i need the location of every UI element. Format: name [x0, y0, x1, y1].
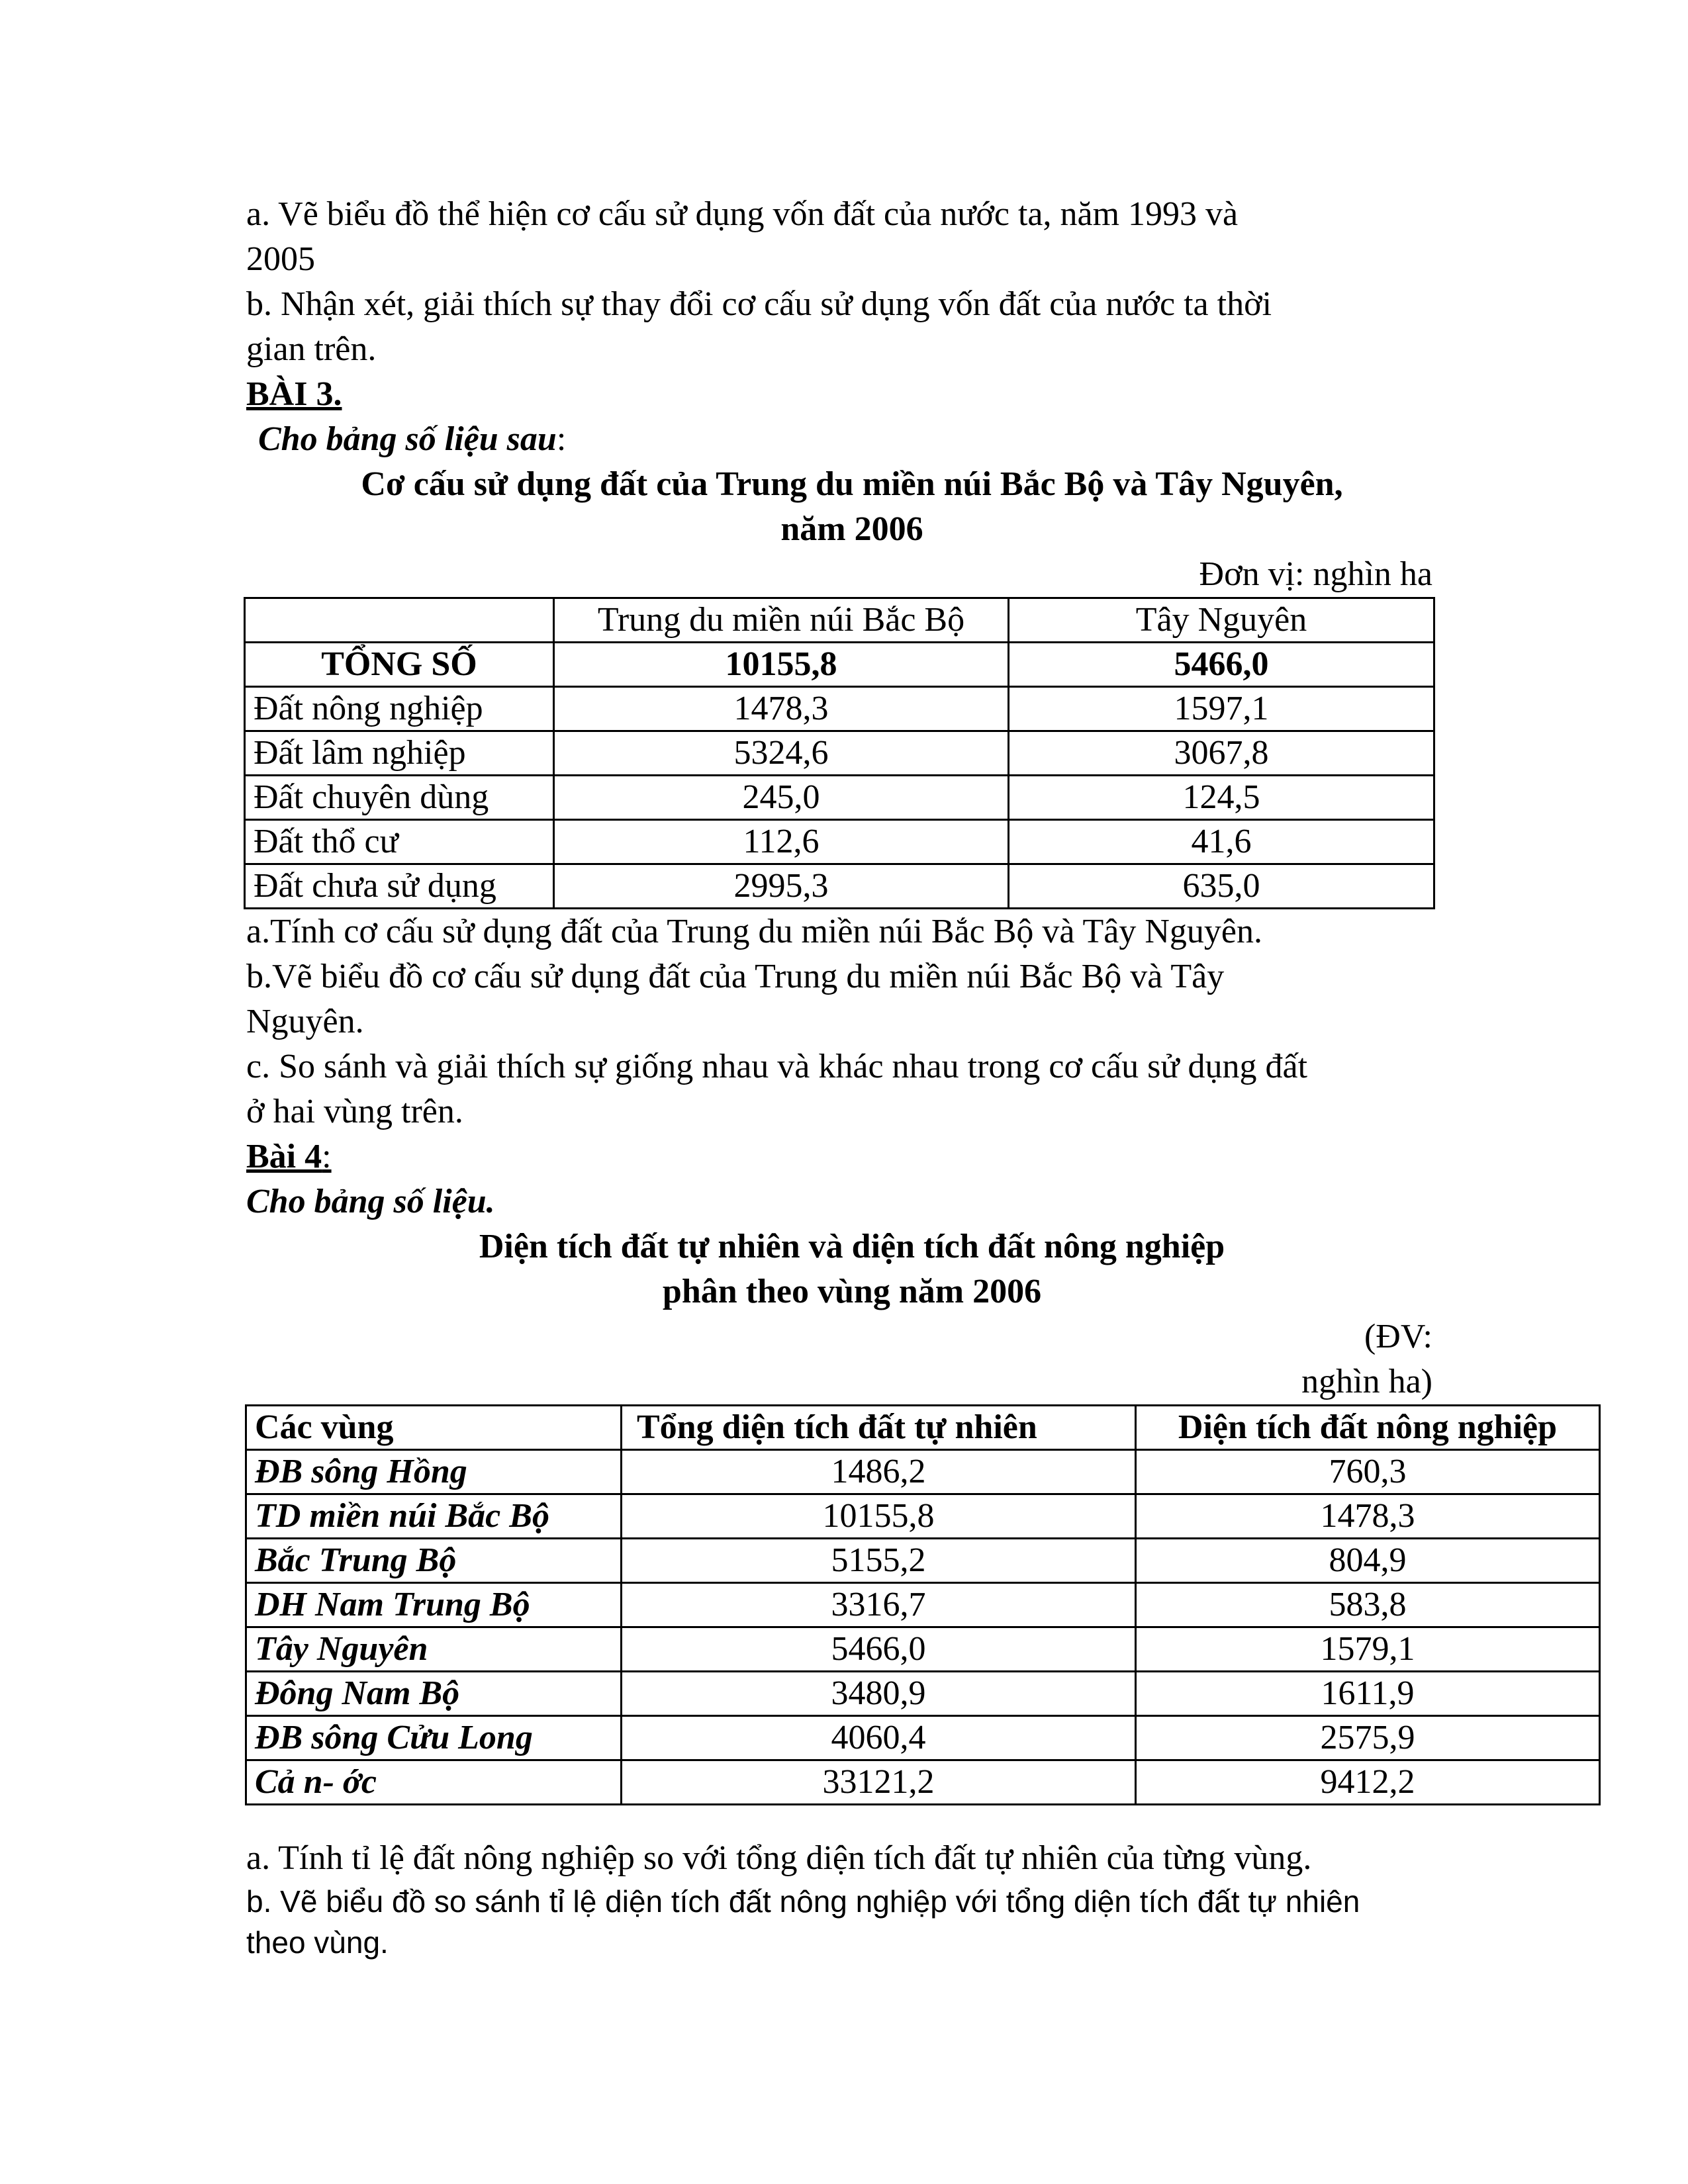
natural-area-value: 1486,2	[622, 1450, 1136, 1494]
table-header-row	[245, 598, 1434, 643]
table-row	[245, 820, 1434, 864]
natural-area-value: 5155,2	[622, 1539, 1136, 1583]
intro-question-b-line1: b. Nhận xét, giải thích sự thay đổi cơ cấu sử dụng vốn đất của nước ta thời	[246, 285, 1272, 323]
agri-area-value: 9412,2	[1136, 1760, 1600, 1805]
region-name: Tây Nguyên	[246, 1627, 622, 1672]
agri-area-value: 1579,1	[1136, 1627, 1600, 1672]
bai4-regions-table	[245, 1404, 1601, 1805]
table-row	[246, 1672, 1600, 1716]
row-label: Đất nông nghiệp	[245, 687, 554, 731]
spacer	[246, 1805, 1458, 1836]
bai3-question-c-line1: c. So sánh và giải thích sự giống nhau và khác nhau trong cơ cấu sử dụng đất	[246, 1048, 1308, 1085]
region-name: Bắc Trung Bộ	[246, 1539, 622, 1583]
header-cell: Tây Nguyên	[1009, 598, 1434, 643]
intro-question-b-line2: gian trên.	[246, 330, 377, 368]
total-value: 5466,0	[1009, 643, 1434, 687]
region-name: Đông Nam Bộ	[246, 1672, 622, 1716]
bai3-question-b-line1: b.Vẽ biểu đồ cơ cấu sử dụng đất của Trung du miền núi Bắc Bộ và Tây	[246, 958, 1225, 995]
agri-area-value: 2575,9	[1136, 1716, 1600, 1760]
natural-area-value: 33121,2	[622, 1760, 1136, 1805]
bai4-given: Cho bảng số liệu.	[246, 1183, 495, 1220]
bai3-given	[246, 417, 1458, 462]
table-row	[246, 1450, 1600, 1494]
agri-area-value: 1611,9	[1136, 1672, 1600, 1716]
bai3-title-line2: năm 2006	[780, 510, 923, 548]
table-row	[245, 687, 1434, 731]
table-row	[245, 731, 1434, 776]
row-value: 112,6	[554, 820, 1009, 864]
row-value: 41,6	[1009, 820, 1434, 864]
bai3-title-line1: Cơ cấu sử dụng đất của Trung du miền núi Bắc Bộ và Tây Nguyên,	[361, 465, 1343, 503]
bai4-question-a: a. Tính tỉ lệ đất nông nghiệp so với tổng diện tích đất tự nhiên của từng vùng.	[246, 1839, 1312, 1877]
row-value: 5324,6	[554, 731, 1009, 776]
table-row	[246, 1583, 1600, 1627]
region-name: ĐB sông Cửu Long	[246, 1716, 622, 1760]
region-name: Cả n- ớc	[246, 1760, 622, 1805]
row-value: 245,0	[554, 776, 1009, 820]
row-value: 2995,3	[554, 864, 1009, 909]
bai3-unit: Đơn vị: nghìn ha	[1199, 555, 1432, 593]
agri-area-value: 583,8	[1136, 1583, 1600, 1627]
table-total-row	[245, 643, 1434, 687]
table-row	[246, 1760, 1600, 1805]
natural-area-value: 3316,7	[622, 1583, 1136, 1627]
row-label: Đất lâm nghiệp	[245, 731, 554, 776]
row-label: Đất chuyên dùng	[245, 776, 554, 820]
table-row	[246, 1716, 1600, 1760]
intro-question-a-line2: 2005	[246, 240, 315, 278]
bai4-question-b-line2: theo vùng.	[246, 1925, 389, 1960]
natural-area-value: 4060,4	[622, 1716, 1136, 1760]
row-value: 3067,8	[1009, 731, 1434, 776]
row-value: 1478,3	[554, 687, 1009, 731]
bai3-question-b-line2: Nguyên.	[246, 1003, 364, 1040]
table-header-row	[246, 1406, 1600, 1450]
header-cell: Trung du miền núi Bắc Bộ	[554, 598, 1009, 643]
bai4-heading-colon: :	[322, 1138, 332, 1175]
bai3-given-text: Cho bảng số liệu sau	[258, 420, 557, 458]
bai4-heading	[246, 1134, 1458, 1179]
bai3-given-colon: :	[556, 420, 567, 458]
table-row	[245, 776, 1434, 820]
region-name: TD miền núi Bắc Bộ	[246, 1494, 622, 1539]
bai3-heading: BÀI 3.	[246, 375, 342, 413]
natural-area-value: 3480,9	[622, 1672, 1136, 1716]
bai4-unit-line1: (ĐV:	[1364, 1318, 1432, 1355]
region-name: DH Nam Trung Bộ	[246, 1583, 622, 1627]
bai3-land-use-table	[244, 597, 1435, 909]
agri-area-value: 804,9	[1136, 1539, 1600, 1583]
table-row	[246, 1494, 1600, 1539]
bai4-title-line1: Diện tích đất tự nhiên và diện tích đất nông nghiệp	[479, 1228, 1225, 1265]
bai3-question-c-line2: ở hai vùng trên.	[246, 1093, 463, 1130]
bai4-heading-text: Bài 4	[246, 1138, 322, 1175]
header-cell: Diện tích đất nông nghiệp	[1136, 1406, 1600, 1450]
header-cell: Tổng diện tích đất tự nhiên	[622, 1406, 1136, 1450]
region-name: ĐB sông Hồng	[246, 1450, 622, 1494]
bai3-question-a: a.Tính cơ cấu sử dụng đất của Trung du miền núi Bắc Bộ và Tây Nguyên.	[246, 913, 1263, 950]
bai4-title-line2: phân theo vùng năm 2006	[662, 1273, 1042, 1310]
total-value: 10155,8	[554, 643, 1009, 687]
row-label: Đất thổ cư	[245, 820, 554, 864]
natural-area-value: 5466,0	[622, 1627, 1136, 1672]
agri-area-value: 760,3	[1136, 1450, 1600, 1494]
bai4-unit-line2: nghìn ha)	[1301, 1363, 1432, 1400]
row-value: 1597,1	[1009, 687, 1434, 731]
agri-area-value: 1478,3	[1136, 1494, 1600, 1539]
document-page	[246, 192, 1558, 1963]
table-row	[246, 1627, 1600, 1672]
bai4-question-b-line1: b. Vẽ biểu đồ so sánh tỉ lệ diện tích đất nông nghiệp với tổng diện tích đất tự nhiên	[246, 1884, 1360, 1919]
intro-question-a-line1: a. Vẽ biểu đồ thể hiện cơ cấu sử dụng vốn đất của nước ta, năm 1993 và	[246, 195, 1239, 233]
natural-area-value: 10155,8	[622, 1494, 1136, 1539]
table-row	[246, 1539, 1600, 1583]
header-cell	[245, 598, 554, 643]
header-cell: Các vùng	[246, 1406, 622, 1450]
row-label: Đất chưa sử dụng	[245, 864, 554, 909]
row-value: 124,5	[1009, 776, 1434, 820]
row-value: 635,0	[1009, 864, 1434, 909]
table-row	[245, 864, 1434, 909]
total-label: TỔNG SỐ	[245, 643, 554, 687]
